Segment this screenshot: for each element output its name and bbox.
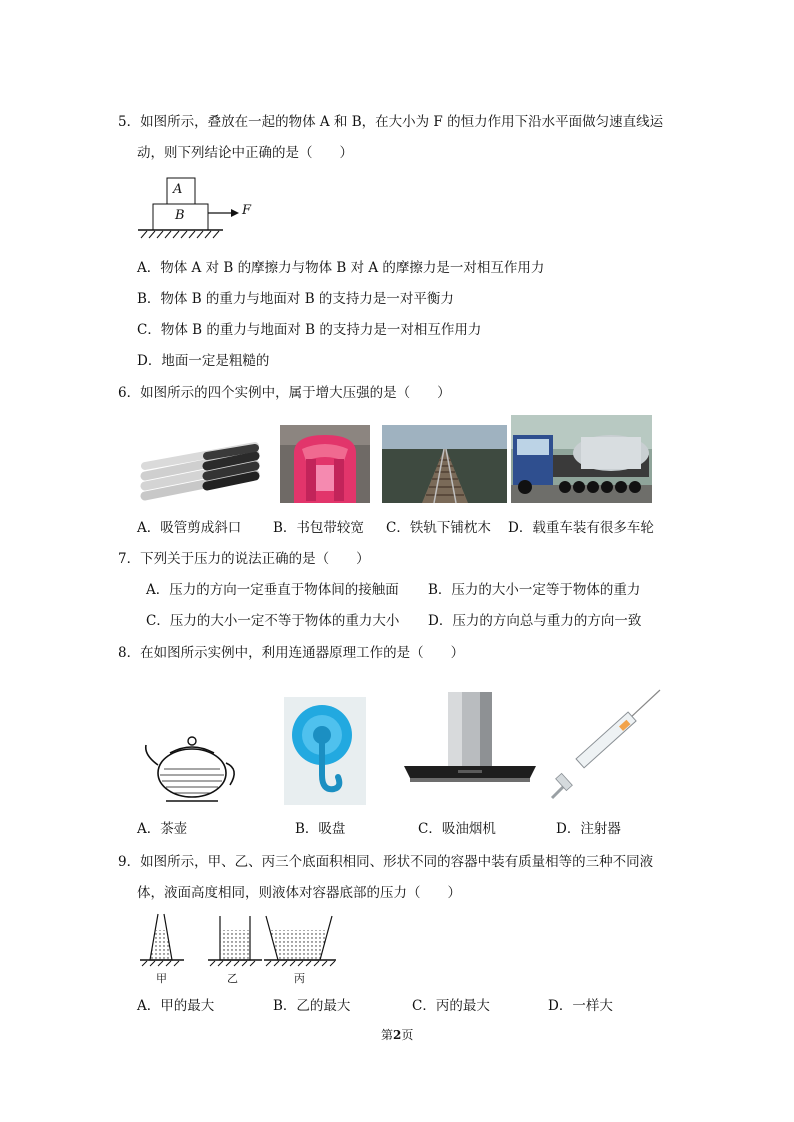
container-jia (150, 914, 172, 960)
q7-option-b: B．压力的大小一定等于物体的重力 (428, 582, 641, 598)
q5-stem-line2: 动，则下列结论中正确的是（ ） (137, 145, 353, 161)
force-arrow (208, 209, 239, 217)
q9-containers-figure (138, 912, 338, 970)
range-hood-image (400, 690, 540, 790)
q8-option-a: A．茶壶 (137, 821, 188, 837)
ground-lines (140, 960, 336, 966)
q9-option-c: C．丙的最大 (412, 998, 490, 1014)
q8-option-d: D．注射器 (556, 821, 621, 837)
q5-option-a: A．物体 A 对 B 的摩擦力与物体 B 对 A 的摩擦力是一对相互作用力 (137, 260, 545, 276)
q7-stem: 7．下列关于压力的说法正确的是（ ） (118, 551, 370, 567)
block-b-label: B (175, 208, 185, 223)
q8-option-c: C．吸油烟机 (418, 821, 496, 837)
q7-option-c: C．压力的大小一定不等于物体的重力大小 (146, 613, 400, 629)
page-prefix: 第 (381, 1028, 394, 1042)
teapot-image (140, 725, 242, 805)
q9-stem-line2: 体，液面高度相同，则液体对容器底部的压力（ ） (137, 885, 461, 901)
q7-option-a: A．压力的方向一定垂直于物体间的接触面 (146, 582, 399, 598)
q7-option-d: D．压力的方向总与重力的方向一致 (428, 613, 642, 629)
container-label-yi: 乙 (227, 972, 238, 985)
q5-option-d: D．地面一定是粗糙的 (137, 353, 270, 369)
container-label-jia: 甲 (156, 972, 167, 985)
container-label-bing: 丙 (294, 972, 305, 985)
q8-option-b: B．吸盘 (295, 821, 346, 837)
q9-option-d: D．一样大 (548, 998, 613, 1014)
container-yi (220, 916, 250, 960)
ground-hatch (138, 230, 223, 238)
q6-stem: 6．如图所示的四个实例中，属于增大压强的是（ ） (118, 385, 451, 401)
straws-image (137, 440, 265, 502)
q6-option-b: B．书包带较宽 (273, 520, 364, 536)
block-a-label: A (173, 182, 183, 197)
page-number-value: 2 (393, 1028, 402, 1042)
backpack-image (280, 425, 370, 503)
truck-image (511, 415, 652, 503)
q6-option-a: A．吸管剪成斜口 (137, 520, 242, 536)
railway-image (382, 425, 507, 503)
q5-stem-line1: 5．如图所示，叠放在一起的物体 A 和 B，在大小为 F 的恒力作用下沿水平面做匀速直线运 (118, 114, 664, 130)
force-label: F (242, 203, 252, 218)
q5-option-b: B．物体 B 的重力与地面对 B 的支持力是一对平衡力 (137, 291, 454, 307)
syringe-image (548, 688, 663, 800)
suction-cup-image (284, 697, 366, 805)
container-bing (266, 916, 332, 960)
q6-option-c: C．铁轨下铺枕木 (386, 520, 491, 536)
q8-stem: 8．在如图所示实例中，利用连通器原理工作的是（ ） (118, 645, 465, 661)
q9-option-a: A．甲的最大 (137, 998, 215, 1014)
page-number (381, 1026, 413, 1044)
q6-option-d: D．载重车装有很多车轮 (508, 520, 654, 536)
page-suffix: 页 (401, 1028, 414, 1042)
q9-option-b: B．乙的最大 (273, 998, 351, 1014)
q5-option-c: C．物体 B 的重力与地面对 B 的支持力是一对相互作用力 (137, 322, 482, 338)
q9-stem-line1: 9．如图所示，甲、乙、丙三个底面积相同、形状不同的容器中装有质量相等的三种不同液 (118, 854, 654, 870)
